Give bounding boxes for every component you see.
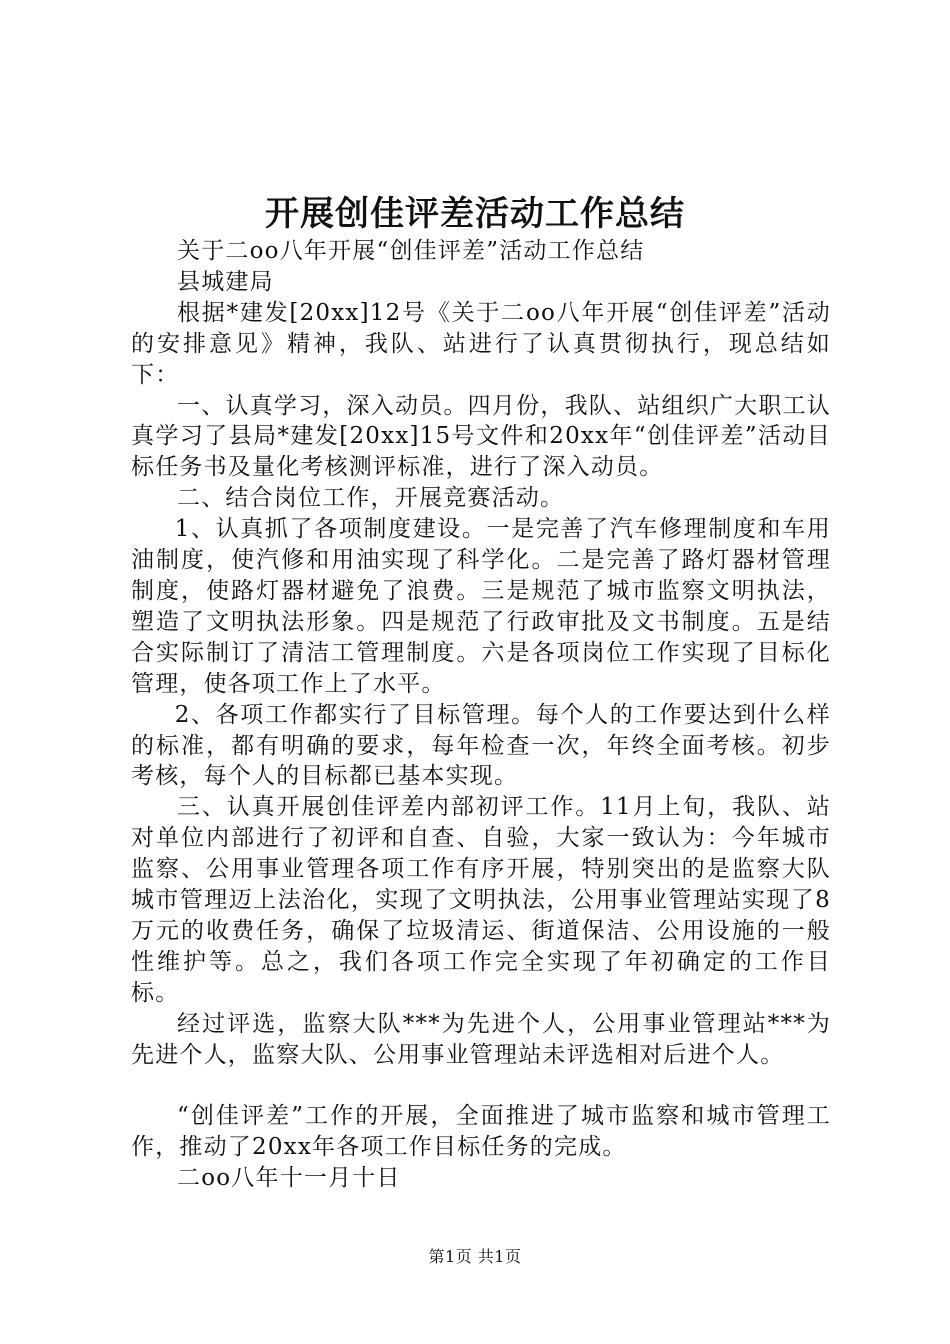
page-footer: 第1页 共1页 bbox=[428, 1247, 522, 1266]
conclusion-paragraph: “创佳评差”工作的开展，全面推进了城市监察和城市管理工作，推动了20xx年各项工作目标任务的完成。 bbox=[131, 1103, 831, 1161]
subtitle-line: 关于二oo八年开展“创佳评差”活动工作总结 bbox=[177, 238, 645, 264]
section-two-heading: 二、结合岗位工作，开展竞赛活动。 bbox=[177, 485, 565, 512]
evaluation-paragraph: 经过评选，监察大队***为先进个人，公用事业管理站***为先进个人，监察大队、公用事业管理站未评选相对后进个人。 bbox=[131, 1010, 831, 1068]
intro-paragraph: 根据*建发[20xx]12号《关于二oo八年开展“创佳评差”活动的安排意见》精神，我队、站进行了认真贯彻执行，现总结如下： bbox=[131, 299, 831, 388]
document-title: 开展创佳评差活动工作总结 bbox=[265, 194, 685, 234]
item-one-paragraph: 1、认真抓了各项制度建设。一是完善了汽车修理制度和车用油制度，使汽修和用油实现了科学化。二是完善了路灯器材管理制度，使路灯器材避免了浪费。三是规范了城市监察文明执法，塑造了文明执法形象。四是规范了行政审批及文书制度。五是结合实际制订了清洁工管理制度。六是各项岗位工作实现了目标化管理，使各项工作上了水平。 bbox=[131, 516, 831, 697]
item-two-paragraph: 2、各项工作都实行了目标管理。每个人的工作要达到什么样的标准，都有明确的要求，每年检查一次，年终全面考核。初步考核，每个人的目标都已基本实现。 bbox=[131, 701, 831, 790]
date-line: 二oo八年十一月十日 bbox=[177, 1165, 401, 1192]
section-one-paragraph: 一、认真学习，深入动员。四月份，我队、站组织广大职工认真学习了县局*建发[20xx]15号文件和20xx年“创佳评差”活动目标任务书及量化考核测评标准，进行了深入动员。 bbox=[131, 392, 831, 481]
issuer-line: 县城建局 bbox=[177, 268, 274, 295]
section-three-paragraph: 三、认真开展创佳评差内部初评工作。11月上旬，我队、站对单位内部进行了初评和自查、自验，大家一致认为：今年城市监察、公用事业管理各项工作有序开展，特别突出的是监察大队城市管理迈上法治化，实现了文明执法，公用事业管理站实现了8万元的收费任务，确保了垃圾清运、街道保洁、公用设施的一般性维护等。总之，我们各项工作完全实现了年初确定的工作目标。 bbox=[131, 794, 831, 1006]
document-body bbox=[131, 236, 831, 1194]
